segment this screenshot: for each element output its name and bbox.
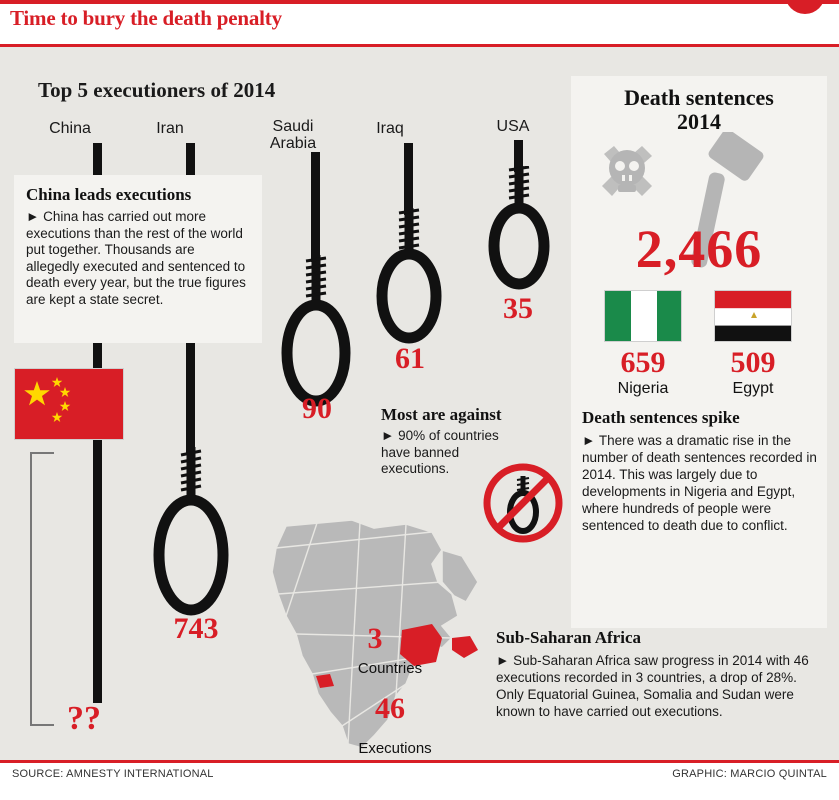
spike-heading: Death sentences spike (582, 408, 740, 427)
value-iran: 743 (173, 612, 219, 645)
spike-body-text: There was a dramatic rise in the number of death sentences recorded in 2014. This was largely due to developments in Nigeria and Egypt, where hundreds of people were sentenced to death due to conflict. (582, 433, 817, 533)
country-label-iraq: Iraq (376, 120, 404, 137)
country-label-china: China (49, 120, 91, 137)
egypt-flag (714, 290, 792, 342)
page-title: Time to bury the death penalty (10, 6, 282, 30)
subsaharan-body-text: Sub-Saharan Africa saw progress in 2014 with 46 executions recorded in 3 countries, a drop of 28%. Only Equatorial Guinea, Somalia and Sudan were known to have carried out executions. (496, 653, 809, 719)
africa-executions-value: 46 (375, 692, 405, 725)
graphic-credit: GRAPHIC: MARCIO QUINTAL (672, 768, 827, 780)
bullet-arrow-icon-3: ► (496, 653, 510, 668)
egypt-value: 509 (730, 346, 776, 379)
country-label-saudi-arabia (248, 118, 338, 152)
rope-iraq (404, 143, 413, 215)
source-credit: SOURCE: AMNESTY INTERNATIONAL (12, 768, 214, 780)
noose-saudi-arabia (275, 255, 367, 415)
subsaharan-heading: Sub-Saharan Africa (496, 628, 641, 647)
death-sentences-title-line2: 2014 (677, 109, 721, 134)
africa-countries-value: 3 (367, 622, 383, 655)
against-heading: Most are against (381, 405, 502, 424)
footer-bar (0, 760, 839, 800)
china-flag (14, 368, 124, 440)
rope-saudi (311, 152, 320, 262)
country-label-saudi-arabia-text: Saudi Arabia (269, 118, 317, 152)
country-highlight-somalia (452, 636, 478, 658)
africa-executions-label: Executions (358, 740, 432, 757)
china-callout-body (26, 209, 250, 308)
spike-body (582, 432, 818, 534)
noose-iran (150, 445, 242, 625)
country-label-iran: Iran (156, 120, 184, 137)
country-label-usa: USA (496, 118, 530, 135)
bullet-arrow-icon-2: ► (381, 428, 395, 443)
bullet-arrow-icon-4: ► (582, 433, 596, 448)
china-bracket (30, 452, 54, 726)
china-callout (14, 175, 262, 343)
death-sentences-total: 2,466 (635, 219, 763, 279)
value-iraq: 61 (395, 342, 425, 375)
africa-countries-label: Countries (357, 660, 423, 677)
value-china: ?? (67, 700, 101, 737)
death-sentences-title-line1: Death sentences (624, 85, 774, 110)
nigeria-label: Nigeria (617, 380, 669, 397)
death-sentences-title (571, 86, 827, 134)
china-flag-stars-icon (15, 369, 124, 440)
value-usa: 35 (503, 292, 533, 325)
value-saudi-arabia: 90 (302, 392, 332, 425)
subsaharan-body (496, 652, 818, 720)
noose-iraq (368, 208, 460, 348)
footer-rule (0, 760, 839, 763)
top5-heading: Top 5 executioners of 2014 (38, 78, 276, 102)
china-callout-body-text: China has carried out more executions than the rest of the world put together. Thousands are allegedly executed and sentenced to death every year, but the true figures are kept a state secret. (26, 209, 246, 307)
nigeria-value: 659 (620, 346, 666, 379)
skull-and-crossbones-icon (596, 142, 672, 216)
bullet-arrow-icon: ► (26, 209, 40, 224)
against-body-text: 90% of countries have banned executions. (381, 428, 499, 476)
header-top-rule (0, 0, 839, 4)
nigeria-flag (604, 290, 682, 342)
china-callout-heading: China leads executions (26, 185, 192, 204)
egypt-label: Egypt (732, 380, 774, 397)
noose-usa (479, 166, 571, 296)
header-bottom-rule (0, 44, 839, 47)
